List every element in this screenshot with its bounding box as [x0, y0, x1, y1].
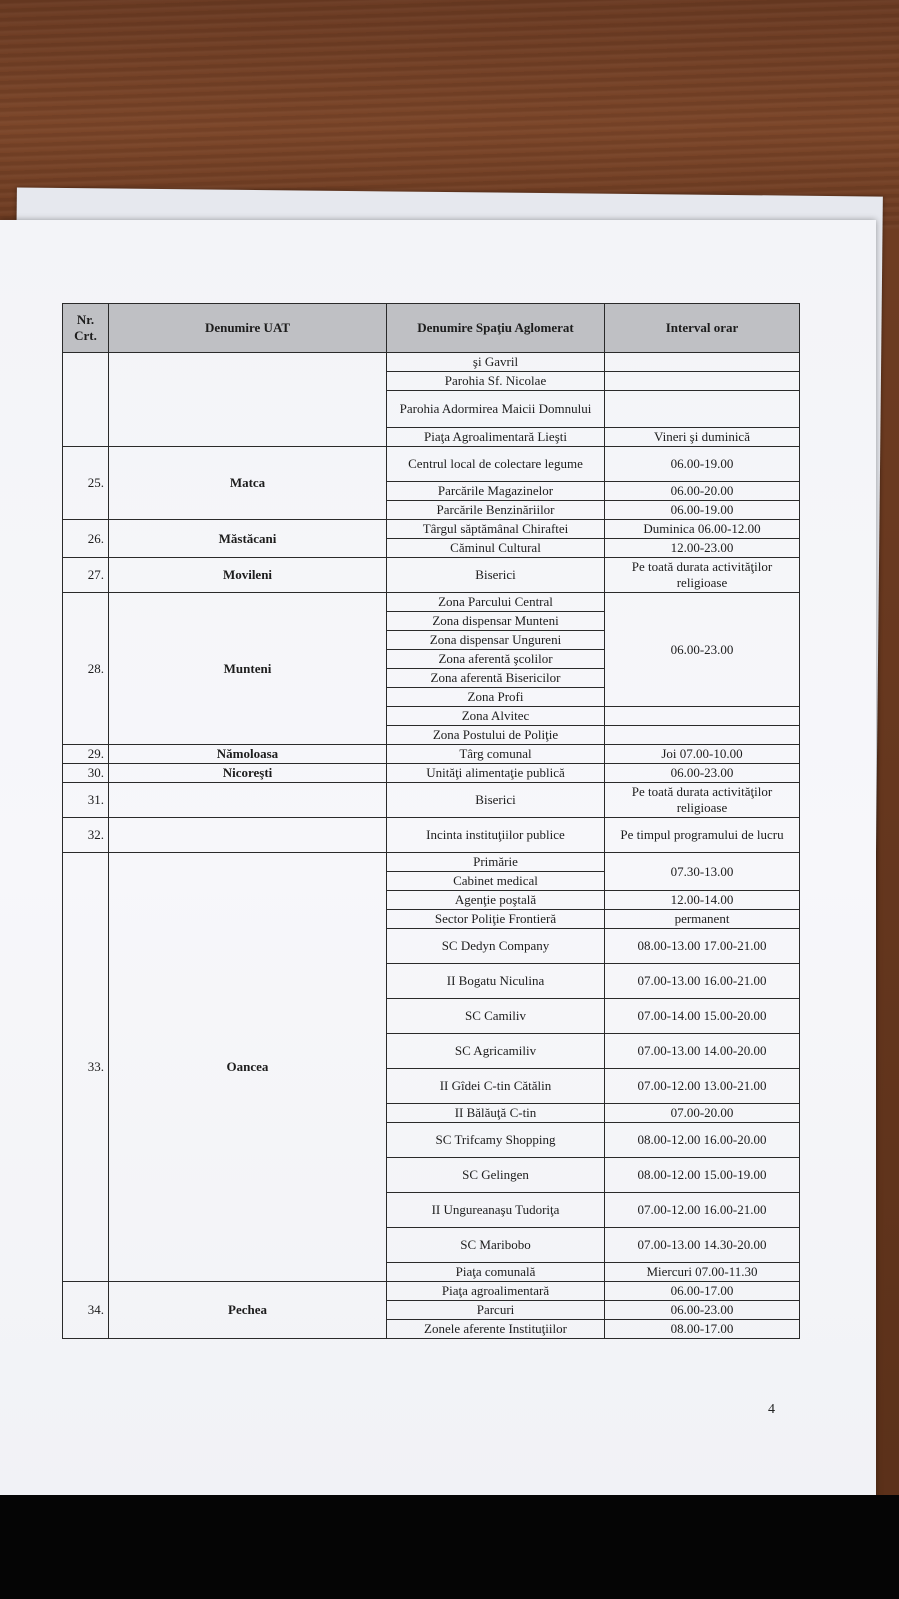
cell-spatiu: Parcările Magazinelor: [387, 482, 605, 501]
header-interval: Interval orar: [605, 304, 800, 353]
table-row: [63, 593, 800, 612]
cell-interval: 07.00-12.00 16.00-21.00: [605, 1193, 800, 1228]
cell-spatiu: Incinta instituţiilor publice: [387, 818, 605, 853]
cell-interval: 06.00-19.00: [605, 447, 800, 482]
cell-spatiu: şi Gavril: [387, 353, 605, 372]
table-row: [63, 764, 800, 783]
table-row: [63, 783, 800, 818]
cell-interval: 08.00-13.00 17.00-21.00: [605, 929, 800, 964]
header-uat: Denumire UAT: [109, 304, 387, 353]
cell-interval: 08.00-12.00 16.00-20.00: [605, 1123, 800, 1158]
cell-uat: [109, 783, 387, 818]
cell-uat: Oancea: [109, 853, 387, 1282]
cell-spatiu: Zona Alvitec: [387, 707, 605, 726]
cell-interval: [605, 391, 800, 428]
cell-spatiu: Zona Parcului Central: [387, 593, 605, 612]
table-header-row: [63, 304, 800, 353]
cell-nr: 32.: [63, 818, 109, 853]
cell-spatiu: Parcuri: [387, 1301, 605, 1320]
cell-spatiu: Parohia Sf. Nicolae: [387, 372, 605, 391]
cell-spatiu: Târg comunal: [387, 745, 605, 764]
cell-interval: Joi 07.00-10.00: [605, 745, 800, 764]
table-row: [63, 447, 800, 482]
cell-nr: 28.: [63, 593, 109, 745]
cell-interval: 07.30-13.00: [605, 853, 800, 891]
cell-interval: 08.00-17.00: [605, 1320, 800, 1339]
cell-interval: 07.00-12.00 13.00-21.00: [605, 1069, 800, 1104]
table-row: [63, 520, 800, 539]
cell-nr: 30.: [63, 764, 109, 783]
cell-spatiu: Cabinet medical: [387, 872, 605, 891]
cell-uat: Munteni: [109, 593, 387, 745]
dark-border: [0, 1495, 899, 1599]
cell-interval: 07.00-13.00 14.00-20.00: [605, 1034, 800, 1069]
cell-nr: 29.: [63, 745, 109, 764]
cell-spatiu: Zonele aferente Instituţiilor: [387, 1320, 605, 1339]
cell-spatiu: Căminul Cultural: [387, 539, 605, 558]
cell-interval: 06.00-19.00: [605, 501, 800, 520]
table-row: [63, 745, 800, 764]
cell-interval: permanent: [605, 910, 800, 929]
cell-interval: Pe toată durata activităţilor religioase: [605, 558, 800, 593]
cell-interval: 07.00-20.00: [605, 1104, 800, 1123]
cell-uat: Nicoreşti: [109, 764, 387, 783]
cell-uat: [109, 353, 387, 447]
cell-spatiu: SC Gelingen: [387, 1158, 605, 1193]
cell-interval: Vineri şi duminică: [605, 428, 800, 447]
cell-spatiu: Parcările Benzinăriilor: [387, 501, 605, 520]
cell-spatiu: Biserici: [387, 558, 605, 593]
cell-interval: 08.00-12.00 15.00-19.00: [605, 1158, 800, 1193]
cell-spatiu: II Gîdei C-tin Cătălin: [387, 1069, 605, 1104]
cell-uat: Măstăcani: [109, 520, 387, 558]
cell-spatiu: SC Maribobo: [387, 1228, 605, 1263]
cell-interval: [605, 372, 800, 391]
cell-spatiu: Sector Poliţie Frontieră: [387, 910, 605, 929]
cell-nr: 27.: [63, 558, 109, 593]
cell-interval: 12.00-14.00: [605, 891, 800, 910]
cell-interval: 07.00-13.00 14.30-20.00: [605, 1228, 800, 1263]
cell-spatiu: SC Agricamiliv: [387, 1034, 605, 1069]
page-number: 4: [768, 1402, 775, 1417]
cell-interval: [605, 353, 800, 372]
cell-spatiu: Piaţa Agroalimentară Lieşti: [387, 428, 605, 447]
cell-nr: [63, 353, 109, 447]
cell-interval: Pe toată durata activităţilor religioase: [605, 783, 800, 818]
cell-interval: [605, 726, 800, 745]
cell-interval: 12.00-23.00: [605, 539, 800, 558]
cell-spatiu: Zona Postului de Poliţie: [387, 726, 605, 745]
cell-spatiu: Primărie: [387, 853, 605, 872]
cell-nr: 25.: [63, 447, 109, 520]
cell-spatiu: Parohia Adormirea Maicii Domnului: [387, 391, 605, 428]
header-nr: Nr. Crt.: [63, 304, 109, 353]
cell-spatiu: Zona aferentă Bisericilor: [387, 669, 605, 688]
cell-spatiu: II Bălăuţă C-tin: [387, 1104, 605, 1123]
cell-nr: 26.: [63, 520, 109, 558]
cell-spatiu: Biserici: [387, 783, 605, 818]
cell-spatiu: Centrul local de colectare legume: [387, 447, 605, 482]
cell-spatiu: II Bogatu Niculina: [387, 964, 605, 999]
cell-interval: 06.00-23.00: [605, 1301, 800, 1320]
table-row: [63, 853, 800, 872]
cell-spatiu: Agenţie poştală: [387, 891, 605, 910]
header-spatiu: Denumire Spaţiu Aglomerat: [387, 304, 605, 353]
cell-uat: [109, 818, 387, 853]
schedule-table: [62, 303, 800, 1339]
cell-interval: 06.00-23.00: [605, 764, 800, 783]
cell-spatiu: Zona dispensar Munteni: [387, 612, 605, 631]
cell-spatiu: Piaţa agroalimentară: [387, 1282, 605, 1301]
table-row: [63, 353, 800, 372]
table-row: [63, 818, 800, 853]
cell-nr: 31.: [63, 783, 109, 818]
cell-spatiu: Târgul săptămânal Chiraftei: [387, 520, 605, 539]
cell-nr: 33.: [63, 853, 109, 1282]
cell-uat: Nămoloasa: [109, 745, 387, 764]
cell-interval: 06.00-23.00: [605, 593, 800, 707]
table-row: [63, 558, 800, 593]
cell-spatiu: Zona Profi: [387, 688, 605, 707]
cell-interval: Duminica 06.00-12.00: [605, 520, 800, 539]
cell-uat: Matca: [109, 447, 387, 520]
cell-interval: Pe timpul programului de lucru: [605, 818, 800, 853]
cell-spatiu: Zona dispensar Ungureni: [387, 631, 605, 650]
schedule-table-wrapper: [62, 303, 799, 1339]
cell-uat: Movileni: [109, 558, 387, 593]
cell-interval: 07.00-13.00 16.00-21.00: [605, 964, 800, 999]
cell-spatiu: Piaţa comunală: [387, 1263, 605, 1282]
cell-uat: Pechea: [109, 1282, 387, 1339]
cell-nr: 34.: [63, 1282, 109, 1339]
cell-spatiu: SC Dedyn Company: [387, 929, 605, 964]
cell-spatiu: Zona aferentă şcolilor: [387, 650, 605, 669]
cell-interval: 06.00-17.00: [605, 1282, 800, 1301]
cell-interval: 06.00-20.00: [605, 482, 800, 501]
cell-interval: 07.00-14.00 15.00-20.00: [605, 999, 800, 1034]
cell-spatiu: SC Camiliv: [387, 999, 605, 1034]
cell-spatiu: II Ungureanaşu Tudoriţa: [387, 1193, 605, 1228]
table-row: [63, 1282, 800, 1301]
cell-spatiu: SC Trifcamy Shopping: [387, 1123, 605, 1158]
cell-spatiu: Unităţi alimentaţie publică: [387, 764, 605, 783]
cell-interval: [605, 707, 800, 726]
cell-interval: Miercuri 07.00-11.30: [605, 1263, 800, 1282]
